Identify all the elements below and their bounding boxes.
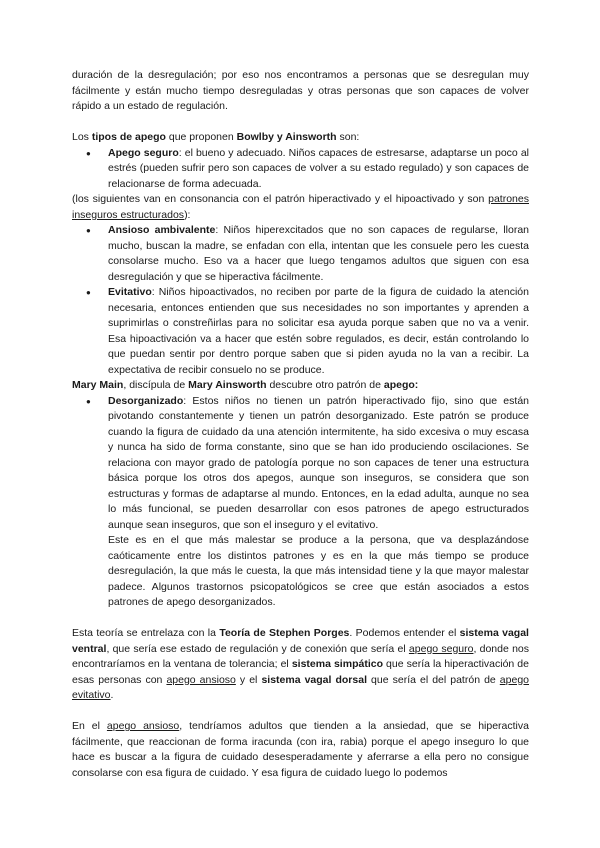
underline-apego-ansioso-2: apego ansioso [106, 720, 180, 732]
paragraph-gap [72, 115, 529, 131]
bold-apego: apego: [383, 379, 419, 391]
bold-mary-main: Mary Main [72, 379, 124, 391]
bold-mary-ainsworth: Mary Ainsworth [188, 379, 267, 391]
paragraph-desregulacion: duración de la desregulación; por eso nos encontramos a personas que se desregulan muy fácilmente y están mucho tiempo desreguladas y otras personas que son capaces de volver rápido a un estado de regulación. [72, 69, 529, 112]
paragraph-patrones-inseguros: (los siguientes van en consonancia con el patrón hiperactivado y el hipoactivado y son patrones inseguros estructurados): [72, 193, 529, 221]
bold-bowlby-ainsworth: Bowlby y Ainsworth [236, 131, 337, 143]
paragraph-mary-main: Mary Main, discípula de Mary Ainsworth descubre otro patrón de apego: [72, 379, 419, 391]
paragraph-stephen-porges: Esta teoría se entrelaza con la Teoría de Stephen Porges. Podemos entender el sistema vagal ventral, que sería ese estado de regulación y de conexión que sería el apego seguro, donde nos encontraríamos en la ventana de tolerancia; el sistema simpático que sería la hiperactivación de esas personas con apego ansioso y el sistema vagal dorsal que sería el del patrón de apego evitativo. [72, 627, 529, 701]
underline-apego-seguro: apego seguro [408, 642, 474, 655]
paragraph-apego-ansioso: En el apego ansioso, tendríamos adultos que tienden a la ansiedad, que se hiperactiva fácilmente, que reaccionan de forma iracunda (con ira, rabia) porque el apego inseguro lo que hace es buscar a la figura de cuidado desesperadamente y aferrarse a ella pero no consigue consolarse con esa figura de cuidado. Y esa figura de cuidado luego lo podemos [72, 720, 529, 779]
list-item-evitativo: ● Evitativo: Niños hipoactivados, no reciben por parte de la figura de cuidado la atención necesaria, entonces entienden que sus necesidades no son importantes y aprenden a suprimirlas o constreñirlas para no solicitar esa ayuda porque saben que no va a venir. Esa hipoactivación va a hacer que estén sobre regulados, es decir, están controlando lo que puedan sentir por dentro porque saben que si piden ayuda no la van a recibir. La expectativa de recibir consuelo no se produce. [72, 285, 529, 378]
bold-teoria-porges: Teoría de Stephen Porges [219, 627, 350, 639]
bold-sistema-vagal-ventral: sistema vagal ventral [72, 627, 529, 655]
underline-apego-ansioso: apego ansioso [166, 673, 236, 686]
term-apego-seguro: Apego seguro [108, 146, 179, 159]
paragraph-gap [72, 704, 529, 720]
document-body [72, 68, 529, 781]
underline-apego-evitativo: apego evitativo [72, 673, 529, 701]
term-evitativo: Evitativo [108, 286, 152, 298]
paragraph-desorganizado-continuation: Este es en el que más malestar se produce a la persona, que va desplazándose caóticamente entre los distintos patrones y es en la que más tiempo se produce desregulación, la que más le cuesta, la que más intensidad tiene y la que mayor malestar padece. Algunos trastornos psicopatológicos se cree que están asociados a estos patrones de apego desorganizados. [108, 534, 529, 608]
list-item-ansioso-ambivalente: ● Ansioso ambivalente: Niños hiperexcitados que no son capaces de regularse, lloran mucho, buscan la madre, se enfadan con ella, intentan que les consuele pero les cuesta consolarse mucho. Eso va a hacer que luego tengamos adultos que siguen con esa desregulación y que se hiperactiva fácilmente. [72, 223, 529, 285]
list-desorganizado [72, 394, 529, 534]
paragraph-gap [72, 611, 529, 627]
list-patrones-inseguros [72, 223, 529, 378]
term-desorganizado: Desorganizado [108, 394, 184, 407]
bold-sistema-vagal-dorsal: sistema vagal dorsal [261, 673, 367, 686]
term-ansioso-ambivalente: Ansioso ambivalente [108, 224, 216, 236]
underline-patrones-inseguros: patrones inseguros estructurados [72, 193, 529, 221]
bold-sistema-simpatico: sistema simpático [291, 658, 383, 670]
bold-tipos-de-apego: tipos de apego [91, 131, 166, 143]
paragraph-tipos-de-apego: Los tipos de apego que proponen Bowlby y Ainsworth son: [72, 131, 360, 143]
list-apego-seguro [72, 146, 529, 193]
list-item-apego-seguro: ● Apego seguro: el bueno y adecuado. Niños capaces de estresarse, adaptarse un poco al estrés (pueden sufrir pero son capaces de volver a su estado regulado) y son capaces de relacionarse de forma adecuada. [72, 146, 529, 193]
list-item-desorganizado: ● Desorganizado: Estos niños no tienen un patrón hiperactivado fijo, sino que están pivotando constantemente y tienen un patrón desorganizado. Este patrón se produce cuando la figura de cuidado da una atención intermitente, ha sido excesiva o muy escasa y nunca ha sido de forma constante, sino que se han ido produciendo oscilaciones. Se relaciona con mayor grado de patología porque no son capaces de tener una estructura básica porque los otros dos apegos, aunque son inseguros, se considera que son estructuras y formas de adaptarse al mundo. Entonces, en la edad adulta, aunque no sea lo más funcional, se pueden desarrollar con esos patrones de apego estructurados aunque sean inseguros, que son el inseguro y el evitativo. [72, 394, 529, 534]
